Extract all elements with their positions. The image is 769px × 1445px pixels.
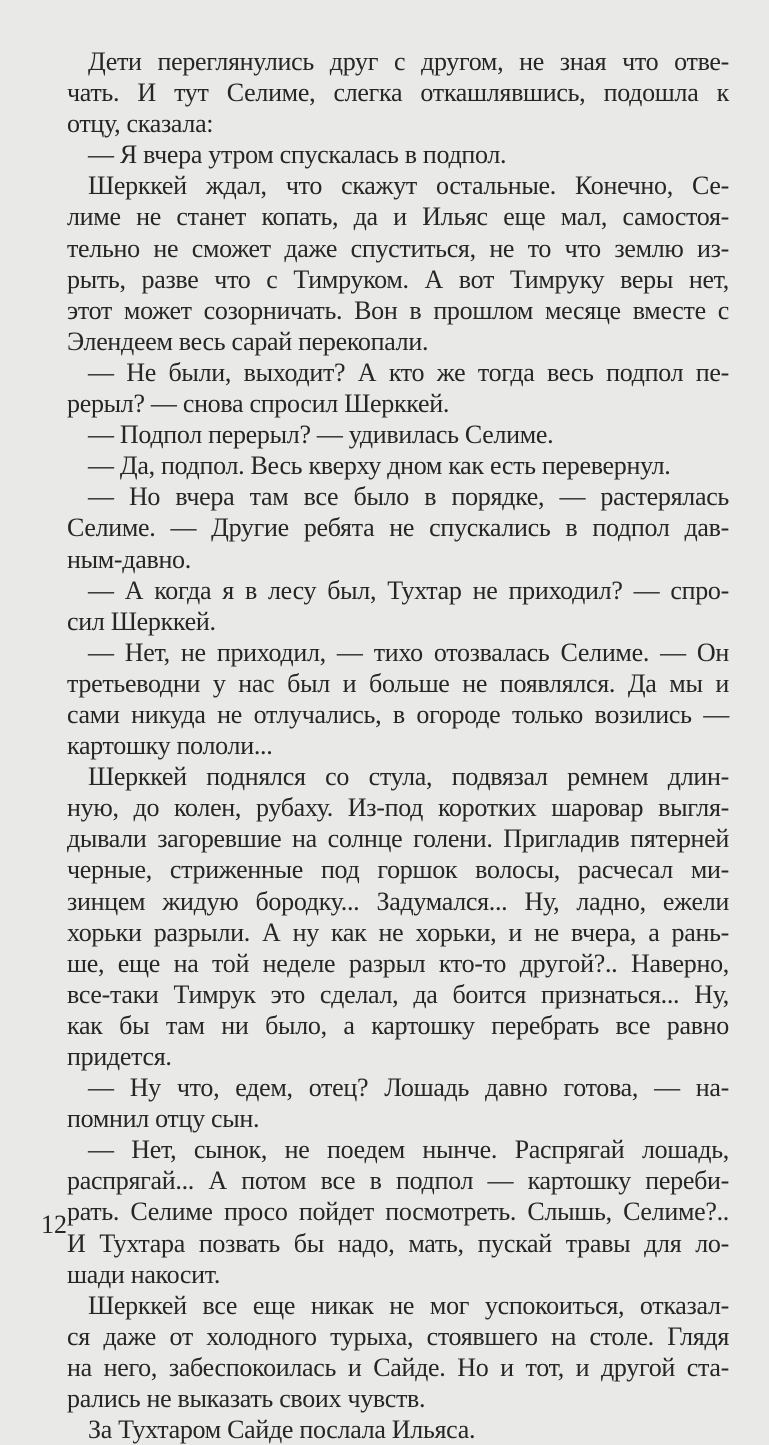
text-line: как бы там ни было, а картошку перебрать все равно (67, 1010, 729, 1040)
text-line: хорьки разрыли. А ну как не хорьки, и не вчера, а рань- (67, 917, 729, 947)
page-number: 12 (41, 1210, 67, 1239)
text-line: ным-давно. (67, 544, 191, 574)
text-line: — Да, подпол. Весь кверху дном как есть перевернул. (88, 451, 671, 481)
text-line: сил Шерккей. (67, 606, 216, 636)
text-line: ше, еще на той неделе разрыл кто-то другой?.. Наверно, (67, 948, 729, 978)
text-line: картошку пололи... (67, 731, 273, 761)
text-line: Шерккей ждал, что скажут остальные. Конечно, Се- (88, 171, 729, 201)
text-line: Шерккей поднялся со стула, подвязал ремнем длин- (88, 762, 729, 792)
text-line: на него, забеспокоилась и Сайде. Но и тот, и другой ста- (67, 1352, 729, 1382)
text-line: рыть, разве что с Тимруком. А вот Тимруку веры нет, (67, 264, 729, 294)
text-line: Элендеем весь сарай перекопали. (67, 326, 429, 356)
text-line: шади накосит. (67, 1259, 221, 1289)
text-line: отцу, сказала: (67, 109, 214, 139)
text-line: зинцем жидую бородку... Задумался... Ну, ладно, ежели (67, 886, 729, 916)
text-line: все-таки Тимрук это сделал, да боится признаться... Ну, (67, 979, 729, 1009)
text-line: помнил отцу сын. (67, 1104, 260, 1134)
text-line: — Но вчера там все было в порядке, — растерялась (88, 482, 729, 512)
text-line: — Ну что, едем, отец? Лошадь давно готова, — на- (88, 1073, 729, 1103)
text-line: — Нет, сынок, не поедем нынче. Распрягай лошадь, (88, 1135, 729, 1165)
text-line: — Не были, выходит? А кто же тогда весь подпол пе- (88, 357, 729, 387)
text-line: Дети переглянулись друг с другом, не зная что отве- (88, 47, 729, 76)
book-page-text (67, 46, 729, 1445)
text-line: придется. (67, 1042, 172, 1071)
text-line: — Подпол перерыл? — удивилась Селиме. (88, 420, 554, 450)
text-line: — Нет, не приходил, — тихо отозвалась Селиме. — Он (88, 637, 729, 667)
text-line: тельно не сможет даже спуститься, не то что землю из- (67, 233, 729, 263)
text-line: Селиме. — Другие ребята не спускались в подпол дав- (67, 513, 729, 543)
text-line: лиме не станет копать, да и Ильяс еще мал, самостоя- (67, 202, 729, 232)
text-line: — А когда я в лесу был, Тухтар не приходил? — спро- (88, 575, 729, 605)
text-line: — Я вчера утром спускалась в подпол. (88, 140, 507, 170)
text-line: рать. Селиме просо пойдет посмотреть. Слышь, Селиме?.. (67, 1197, 729, 1227)
text-line: рались не выказать своих чувств. (67, 1384, 426, 1414)
text-line: Шерккей все еще никак не мог успокоиться, отказал- (88, 1290, 729, 1320)
text-line: чать. И тут Селиме, слегка откашлявшись, подошла к (67, 78, 729, 108)
text-line: рерыл? — снова спросил Шерккей. (67, 389, 450, 419)
text-line: дывали загоревшие на солнце голени. Пригладив пятерней (67, 824, 729, 854)
text-line: распрягай... А потом все в подпол — картошку переби- (67, 1166, 729, 1196)
text-line: ся даже от холодного турыха, стоявшего на столе. Глядя (67, 1321, 729, 1351)
text-line: сами никуда не отлучались, в огороде только возились — (67, 699, 729, 729)
text-line: И Тухтара позвать бы надо, мать, пускай травы для ло- (67, 1228, 729, 1258)
text-line: ную, до колен, рубаху. Из-под коротких шаровар выгля- (67, 793, 729, 823)
text-line: За Тухтаром Сайде послала Ильяса. (88, 1415, 476, 1445)
text-line: черные, стриженные под горшок волосы, расчесал ми- (67, 855, 729, 885)
text-line: третьеводни у нас был и больше не появлялся. Да мы и (67, 668, 729, 698)
text-line: этот может созорничать. Вон в прошлом месяце вместе с (67, 295, 729, 325)
